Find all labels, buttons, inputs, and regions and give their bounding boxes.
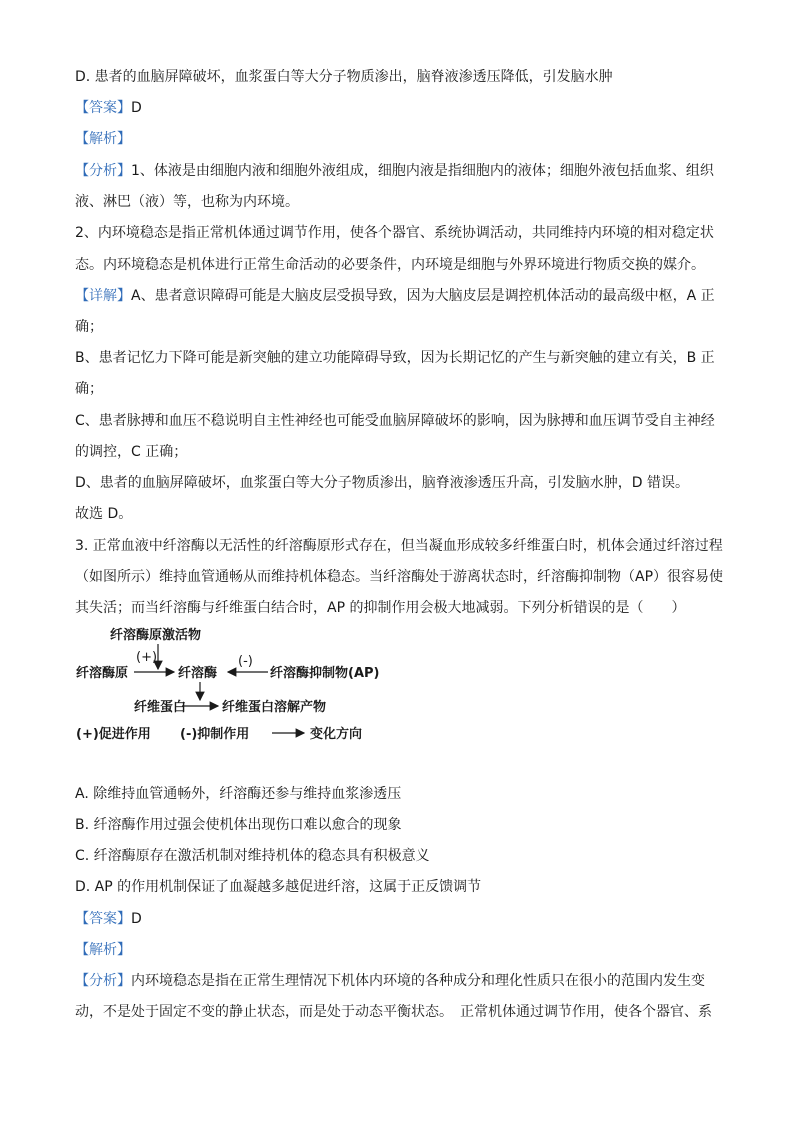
q2-detail-a1: [75, 286, 715, 306]
q2-detail-a2: 确；: [75, 319, 103, 335]
q3-stem-1: 3. 正常血液中纤溶酶以无活性的纤溶酶原形式存在，但当凝血形成较多纤维蛋白时，机体会通过纤溶过程: [75, 538, 723, 554]
diagram-activator-label: 纤溶酶原激活物: [110, 628, 202, 643]
q2-analysis-2b: 态。内环境稳态是机体进行正常生命活动的必要条件，内环境是细胞与外界环境进行物质交换的媒介。: [75, 257, 705, 273]
q3-answer: [75, 909, 142, 929]
q2-analysis-tag: 【解析】: [75, 131, 131, 147]
diagram-product-label: 纤维蛋白溶解产物: [222, 700, 327, 715]
q2-detail-c1: C、患者脉搏和血压不稳说明自主性神经也可能受血脑屏障破坏的影响，因为脉搏和血压调节受自主神经: [75, 413, 715, 429]
diagram-minus-label: (-): [238, 654, 253, 669]
q3-analysis-1: [75, 971, 705, 991]
diagram-fibrin-label: 纤维蛋白: [134, 700, 187, 715]
q3-stem-2: （如图所示）维持血管通畅从而维持机体稳态。当纤溶酶处于游离状态时，纤溶酶抑制物（AP）很容易使: [75, 569, 724, 585]
q2-analysis-1: [75, 161, 714, 181]
q3-option-b: B. 纤溶酶作用过强会使机体出现伤口难以愈合的现象: [75, 817, 402, 833]
paragraph-text: A、患者意识障碍可能是大脑皮层受损导致，因为大脑皮层是调控机体活动的最高级中枢，A 正: [131, 288, 715, 304]
q2-option-d: D. 患者的血脑屏障破坏，血浆蛋白等大分子物质渗出，脑脊液渗透压降低，引发脑水肿: [75, 69, 613, 85]
diagram-plasmin-label: 纤溶酶: [178, 666, 218, 681]
q2-detail-d: D、患者的血脑屏障破坏，血浆蛋白等大分子物质渗出，脑脊液渗透压升高，引发脑水肿，D 错误。: [75, 475, 690, 491]
diagram-plasminogen-label: 纤溶酶原: [76, 666, 129, 681]
q3-option-a: A. 除维持血管通畅外，纤溶酶还参与维持血浆渗透压: [75, 786, 402, 802]
q3-option-c: C. 纤溶酶原存在激活机制对维持机体的稳态具有积极意义: [75, 848, 430, 864]
q2-analysis-1b: 液、淋巴（液）等，也称为内环境。: [75, 194, 299, 210]
answer-value: D: [131, 911, 142, 927]
fenxi-tag: 【分析】: [75, 163, 131, 179]
answer-tag: 【答案】: [75, 911, 131, 927]
diagram-inhibitor-label: 纤溶酶抑制物(AP): [270, 666, 380, 681]
legend-minus-label: (-)抑制作用: [180, 727, 250, 742]
q3-analysis-tag: 【解析】: [75, 942, 131, 958]
answer-tag: 【答案】: [75, 100, 131, 116]
answer-value: D: [131, 100, 142, 116]
fenxi-tag: 【分析】: [75, 973, 131, 989]
q2-detail-c2: 的调控，C 正确；: [75, 444, 188, 460]
xiangjie-tag: 【详解】: [75, 288, 131, 304]
diagram-plus-label: (+): [136, 650, 158, 665]
paragraph-text: 内环境稳态是指在正常生理情况下机体内环境的各种成分和理化性质只在很小的范围内发生变: [131, 973, 705, 989]
fibrinolysis-diagram: [70, 620, 400, 750]
q2-detail-b1: B、患者记忆力下降可能是新突触的建立功能障碍导致，因为长期记忆的产生与新突触的建立有关，B 正: [75, 350, 715, 366]
q2-detail-b2: 确；: [75, 381, 103, 397]
q2-conclusion: 故选 D。: [75, 506, 133, 522]
q2-answer: [75, 98, 142, 118]
legend-arrow-label: 变化方向: [310, 727, 363, 742]
q3-stem-3: 其失活；而当纤溶酶与纤维蛋白结合时，AP 的抑制作用会极大地减弱。下列分析错误的是（ ）: [75, 600, 686, 616]
q3-option-d: D. AP 的作用机制保证了血凝越多越促进纤溶，这属于正反馈调节: [75, 879, 482, 895]
paragraph-text: 1、体液是由细胞内液和细胞外液组成，细胞内液是指细胞内的液体；细胞外液包括血浆、组织: [131, 163, 714, 179]
legend-plus-label: (+)促进作用: [76, 727, 151, 742]
q3-analysis-2: 动，不是处于固定不变的静止状态，而是处于动态平衡状态。 正常机体通过调节作用，使各个器官、系: [75, 1004, 712, 1020]
q2-analysis-2a: 2、内环境稳态是指正常机体通过调节作用，使各个器官、系统协调活动，共同维持内环境的相对稳定状: [75, 225, 714, 241]
